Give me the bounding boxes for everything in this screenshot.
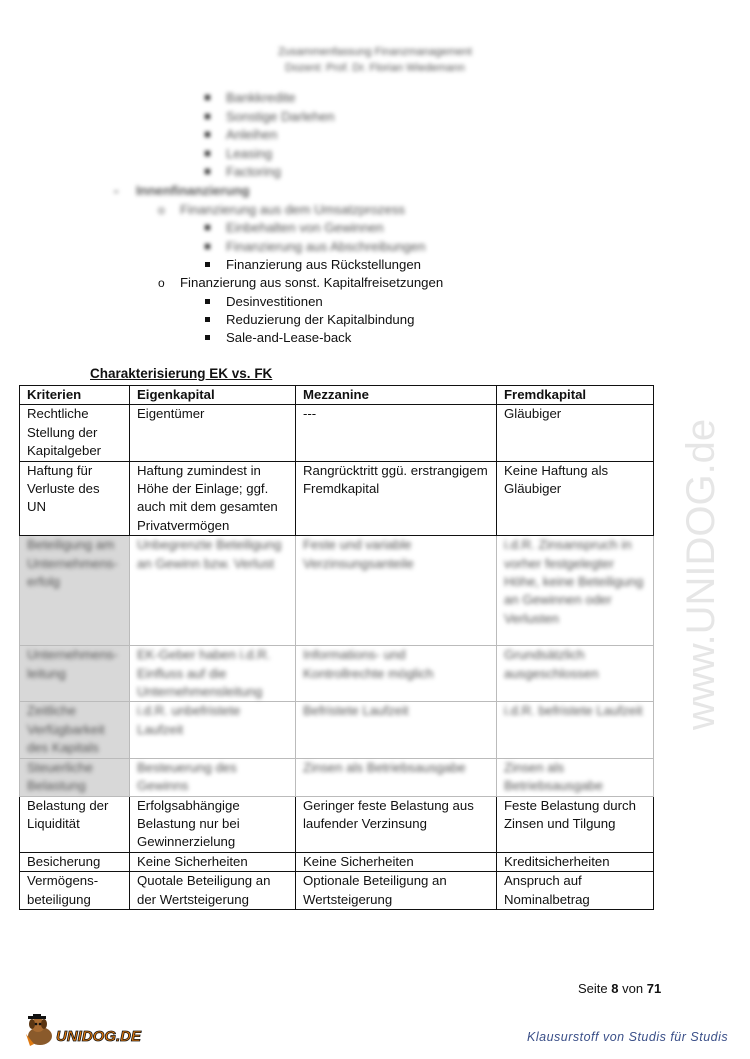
page-current: 8 [611, 981, 619, 996]
header-title: Zusammenfassung Finanzmanagement [278, 46, 472, 58]
table-row [20, 796, 654, 852]
table-cell [130, 702, 296, 758]
table-cell: Gläubiger [497, 405, 654, 461]
list-item: Reduzierung der Kapitalbindung [226, 312, 415, 327]
table-cell [20, 646, 130, 702]
cell-text: Feste und variable Verzinsungsanteile [303, 537, 414, 571]
column-header: Kriterien [20, 386, 130, 405]
cell-text: i.d.R. befristete Laufzeit [504, 703, 643, 719]
section-heading: - Innenfinanzierung [136, 182, 250, 200]
column-header: Eigenkapital [130, 386, 296, 405]
cell-text: Zinsen als Betriebsausgabe [303, 759, 466, 775]
cell-text: Steuerliche Belastung [27, 759, 93, 794]
table-cell [20, 536, 130, 646]
cell-text: Zeitliche Verfügbarkeit des Kapitals [27, 703, 105, 756]
table-cell: Haftung zumindest in Höhe der Einlage; ggf. auch mit dem gesamten Privatvermögen [130, 461, 296, 536]
unidog-logo [24, 1014, 154, 1048]
comparison-table [19, 385, 654, 910]
cell-text: Zinsen als Betriebsausgabe [504, 759, 603, 794]
table-cell [296, 702, 497, 758]
footer-tagline: Klausurstoff von Studis für Studis [527, 1030, 729, 1044]
table-row [20, 646, 654, 702]
cell-text: Informations- und Kontrollrechte möglich [303, 647, 434, 681]
column-header: Mezzanine [296, 386, 497, 405]
table-cell [130, 536, 296, 646]
table-cell: Erfolgsabhängige Belastung nur bei Gewinnerzielung [130, 796, 296, 852]
dog-icon [26, 1014, 52, 1046]
table-cell [20, 758, 130, 796]
page-number [578, 981, 661, 996]
table-cell: Haftung für Verluste des UN [20, 461, 130, 536]
table-cell [497, 646, 654, 702]
watermark-text: www.UNIDOG.de [679, 418, 723, 730]
page-total: 71 [646, 981, 662, 996]
table-caption: Charakterisierung EK vs. FK [90, 366, 273, 381]
table-cell: Vermögens-beteiligung [20, 872, 130, 910]
table-cell [497, 758, 654, 796]
table-cell [296, 536, 497, 646]
cell-text: i.d.R. Zinsanspruch in vorher festgelegter Höhe, keine Beteiligung an Gewinnen oder Verlusten [504, 537, 644, 626]
list-item: o Finanzierung aus dem Umsatzprozess [180, 201, 405, 219]
list-item: Factoring [226, 164, 281, 179]
table-cell: Keine Sicherheiten [296, 852, 497, 871]
table-cell: Feste Belastung durch Zinsen und Tilgung [497, 796, 654, 852]
cell-text: Befristete Laufzeit [303, 703, 409, 719]
table-cell: Anspruch auf Nominalbetrag [497, 872, 654, 910]
table-row [20, 702, 654, 758]
table-row [20, 758, 654, 796]
table-cell: Keine Sicherheiten [130, 852, 296, 871]
table-row [20, 536, 654, 646]
header-lecturer: Dozent: Prof. Dr. Florian Wiedemann [285, 62, 465, 74]
page-separator: von [622, 981, 644, 996]
table-cell: Optionale Beteiligung an Wertsteigerung [296, 872, 497, 910]
table-cell: Besicherung [20, 852, 130, 871]
list-item: Desinvestitionen [226, 294, 323, 309]
table-row [20, 461, 654, 536]
table-cell: Belastung der Liquidität [20, 796, 130, 852]
table-row [20, 405, 654, 461]
table-cell: Geringer feste Belastung aus laufender Verzinsung [296, 796, 497, 852]
table-cell: Keine Haftung als Gläubiger [497, 461, 654, 536]
list-item: Sale-and-Lease-back [226, 330, 352, 345]
cell-text: i.d.R. unbefristete Laufzeit [137, 703, 241, 737]
page-prefix: Seite [578, 981, 608, 996]
cell-text: Besteuerung des Gewinns [137, 759, 237, 794]
table-cell: --- [296, 405, 497, 461]
table-cell [497, 702, 654, 758]
list-item: Leasing [226, 146, 273, 161]
table-header-row [20, 386, 654, 405]
table-row [20, 872, 654, 910]
list-item: o Finanzierung aus sonst. Kapitalfreisetzungen [180, 274, 443, 292]
list-item: Einbehalten von Gewinnen [226, 220, 384, 235]
list-item: Finanzierung aus Abschreibungen [226, 239, 426, 254]
cell-text: Unbegrenzte Beteiligung an Gewinn bzw. Verlust [137, 537, 282, 571]
watermark [672, 290, 732, 730]
table-cell: Kreditsicherheiten [497, 852, 654, 871]
table-cell: Rangrücktritt ggü. erstrangigem Fremdkapital [296, 461, 497, 536]
list-item: Anleihen [226, 127, 278, 142]
column-header: Fremdkapital [497, 386, 654, 405]
document-header [0, 44, 750, 76]
table-cell [296, 758, 497, 796]
table-cell [296, 646, 497, 702]
table-cell: Eigentümer [130, 405, 296, 461]
list-item: Sonstige Darlehen [226, 109, 335, 124]
cell-text: Grundsätzlich ausgeschlossen [504, 647, 599, 681]
cell-text: EK-Geber haben i.d.R. Einfluss auf die Unternehmensleitung [137, 647, 271, 700]
table-row [20, 852, 654, 871]
table-cell [130, 758, 296, 796]
cell-text: Unternehmens-leitung [27, 647, 118, 681]
table-cell [497, 536, 654, 646]
list-item: Finanzierung aus Rückstellungen [226, 257, 421, 272]
table-cell [130, 646, 296, 702]
table-cell: Quotale Beteiligung an der Wertsteigerung [130, 872, 296, 910]
table-cell [20, 702, 130, 758]
table-cell: Rechtliche Stellung der Kapitalgeber [20, 405, 130, 461]
logo-text: UNIDOG.DE [56, 1028, 142, 1045]
list-item: Bankkredite [226, 90, 296, 105]
cell-text: Beteiligung am Unternehmens-erfolg [27, 537, 118, 590]
